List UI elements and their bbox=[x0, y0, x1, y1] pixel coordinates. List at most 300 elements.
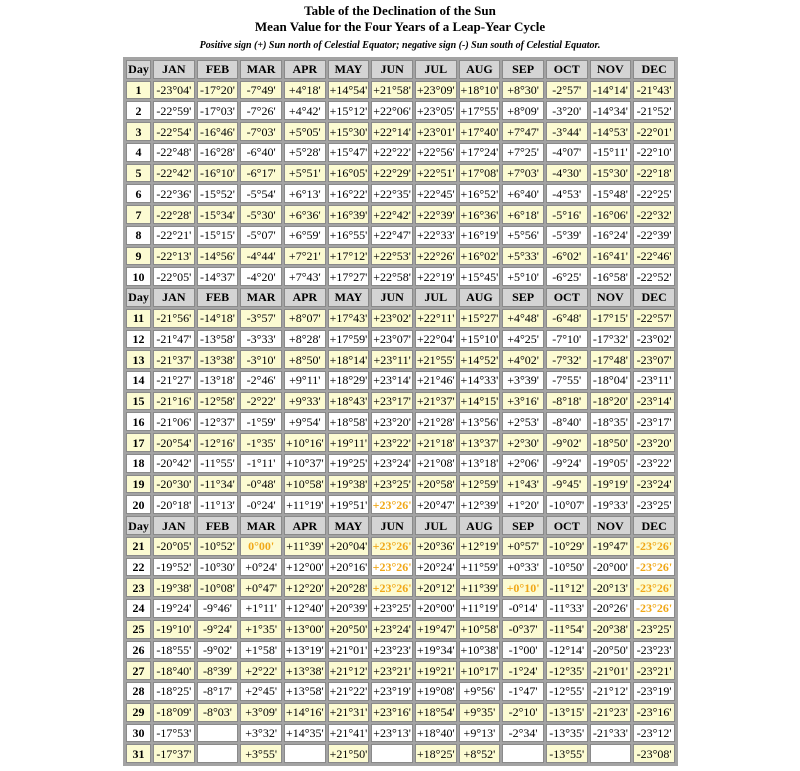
header-month: SEP bbox=[502, 60, 544, 79]
declination-cell: +8°50' bbox=[284, 350, 326, 369]
declination-cell: +14°33' bbox=[459, 371, 501, 390]
declination-cell: +18°10' bbox=[459, 81, 501, 100]
declination-cell: +22°06' bbox=[371, 101, 413, 120]
declination-cell: +9°56' bbox=[459, 682, 501, 701]
declination-cell: +2°06' bbox=[502, 454, 544, 473]
declination-cell: +12°59' bbox=[459, 475, 501, 494]
declination-cell: +16°55' bbox=[328, 226, 370, 245]
declination-cell: -16°10' bbox=[197, 164, 239, 183]
declination-cell: +14°15' bbox=[459, 392, 501, 411]
declination-cell: -23°26' bbox=[633, 558, 675, 577]
declination-cell: -22°21' bbox=[153, 226, 195, 245]
declination-cell: +22°35' bbox=[371, 184, 413, 203]
declination-cell: +23°07' bbox=[371, 330, 413, 349]
declination-cell: -1°59' bbox=[240, 412, 282, 431]
declination-cell: -23°07' bbox=[633, 350, 675, 369]
declination-cell: -23°17' bbox=[633, 412, 675, 431]
declination-cell: -22°59' bbox=[153, 101, 195, 120]
declination-cell: -12°16' bbox=[197, 433, 239, 452]
declination-cell: +8°52' bbox=[459, 744, 501, 763]
declination-cell: +23°17' bbox=[371, 392, 413, 411]
declination-cell: -17°37' bbox=[153, 744, 195, 763]
declination-cell: +23°13' bbox=[371, 724, 413, 743]
declination-cell: +23°26' bbox=[371, 578, 413, 597]
header-row bbox=[126, 516, 675, 535]
table-row bbox=[126, 620, 675, 639]
declination-cell: -16°28' bbox=[197, 143, 239, 162]
declination-cell: -4°44' bbox=[240, 247, 282, 266]
declination-cell: +9°54' bbox=[284, 412, 326, 431]
declination-cell: -13°38' bbox=[197, 350, 239, 369]
declination-cell: +5°51' bbox=[284, 164, 326, 183]
table-row bbox=[126, 599, 675, 618]
declination-cell: -23°08' bbox=[633, 744, 675, 763]
declination-cell: -10°08' bbox=[197, 578, 239, 597]
declination-cell: -23°11' bbox=[633, 371, 675, 390]
declination-cell: -23°23' bbox=[633, 641, 675, 660]
header-month: JUL bbox=[415, 60, 457, 79]
table-row bbox=[126, 703, 675, 722]
declination-cell: +23°24' bbox=[371, 454, 413, 473]
declination-cell: -9°02' bbox=[197, 641, 239, 660]
declination-cell: -3°57' bbox=[240, 309, 282, 328]
declination-cell: -19°47' bbox=[590, 537, 632, 556]
declination-cell: +6°18' bbox=[502, 205, 544, 224]
declination-cell: -21°12' bbox=[590, 682, 632, 701]
declination-cell: -9°24' bbox=[197, 620, 239, 639]
day-cell: 19 bbox=[126, 475, 151, 494]
declination-cell: +3°55' bbox=[240, 744, 282, 763]
declination-cell: +22°58' bbox=[371, 267, 413, 286]
declination-cell: -20°13' bbox=[590, 578, 632, 597]
header-month: FEB bbox=[197, 60, 239, 79]
declination-cell: -23°21' bbox=[633, 661, 675, 680]
header-month: JUN bbox=[371, 60, 413, 79]
declination-cell: +7°03' bbox=[502, 164, 544, 183]
declination-cell: +8°30' bbox=[502, 81, 544, 100]
declination-cell: +13°56' bbox=[459, 412, 501, 431]
day-cell: 27 bbox=[126, 661, 151, 680]
declination-cell: -22°36' bbox=[153, 184, 195, 203]
declination-cell: +20°39' bbox=[328, 599, 370, 618]
declination-cell: -23°26' bbox=[633, 599, 675, 618]
declination-cell: -18°50' bbox=[590, 433, 632, 452]
declination-cell: -2°22' bbox=[240, 392, 282, 411]
declination-cell: +13°37' bbox=[459, 433, 501, 452]
declination-cell: +0°33' bbox=[502, 558, 544, 577]
declination-cell: +13°18' bbox=[459, 454, 501, 473]
table-row bbox=[126, 392, 675, 411]
declination-cell: -17°53' bbox=[153, 724, 195, 743]
declination-cell: -17°15' bbox=[590, 309, 632, 328]
declination-cell: -11°55' bbox=[197, 454, 239, 473]
declination-cell: +22°04' bbox=[415, 330, 457, 349]
declination-cell: +8°09' bbox=[502, 101, 544, 120]
declination-cell: -8°18' bbox=[546, 392, 588, 411]
declination-cell: +10°16' bbox=[284, 433, 326, 452]
table-row bbox=[126, 744, 675, 763]
declination-cell: +7°47' bbox=[502, 122, 544, 141]
declination-cell: +22°53' bbox=[371, 247, 413, 266]
day-cell: 18 bbox=[126, 454, 151, 473]
header-month: AUG bbox=[459, 516, 501, 535]
declination-cell: +5°10' bbox=[502, 267, 544, 286]
declination-cell: -4°30' bbox=[546, 164, 588, 183]
declination-cell: -16°58' bbox=[590, 267, 632, 286]
declination-cell: +21°55' bbox=[415, 350, 457, 369]
declination-cell: -4°53' bbox=[546, 184, 588, 203]
declination-cell: +5°28' bbox=[284, 143, 326, 162]
declination-cell: +23°26' bbox=[371, 537, 413, 556]
header-month: FEB bbox=[197, 288, 239, 307]
declination-cell: +3°16' bbox=[502, 392, 544, 411]
declination-cell: -19°19' bbox=[590, 475, 632, 494]
declination-cell: -7°26' bbox=[240, 101, 282, 120]
declination-cell: -10°50' bbox=[546, 558, 588, 577]
declination-cell: -12°55' bbox=[546, 682, 588, 701]
declination-cell: +22°51' bbox=[415, 164, 457, 183]
declination-cell: -3°10' bbox=[240, 350, 282, 369]
declination-cell: -2°10' bbox=[502, 703, 544, 722]
day-cell: 26 bbox=[126, 641, 151, 660]
declination-cell: -10°29' bbox=[546, 537, 588, 556]
declination-cell: -6°25' bbox=[546, 267, 588, 286]
declination-cell: -15°48' bbox=[590, 184, 632, 203]
declination-table-body bbox=[126, 60, 675, 763]
declination-cell: +14°54' bbox=[328, 81, 370, 100]
declination-cell: +23°23' bbox=[371, 641, 413, 660]
table-row bbox=[126, 143, 675, 162]
declination-cell: +22°19' bbox=[415, 267, 457, 286]
declination-cell: -23°19' bbox=[633, 682, 675, 701]
declination-cell: -3°44' bbox=[546, 122, 588, 141]
declination-cell: -19°38' bbox=[153, 578, 195, 597]
declination-cell: -18°40' bbox=[153, 661, 195, 680]
declination-cell: +16°22' bbox=[328, 184, 370, 203]
declination-cell: -12°35' bbox=[546, 661, 588, 680]
declination-cell: +11°19' bbox=[284, 495, 326, 514]
declination-cell: -22°48' bbox=[153, 143, 195, 162]
header-month: NOV bbox=[590, 288, 632, 307]
declination-cell: -9°24' bbox=[546, 454, 588, 473]
declination-cell: -12°37' bbox=[197, 412, 239, 431]
declination-cell: -22°42' bbox=[153, 164, 195, 183]
declination-cell: +17°55' bbox=[459, 101, 501, 120]
table-row bbox=[126, 164, 675, 183]
header-month: JUN bbox=[371, 516, 413, 535]
declination-cell: +21°18' bbox=[415, 433, 457, 452]
declination-cell: +14°35' bbox=[284, 724, 326, 743]
declination-cell: -2°46' bbox=[240, 371, 282, 390]
declination-cell: -1°24' bbox=[502, 661, 544, 680]
table-row bbox=[126, 724, 675, 743]
declination-cell: -11°34' bbox=[197, 475, 239, 494]
declination-cell: -9°46' bbox=[197, 599, 239, 618]
declination-cell: +18°40' bbox=[415, 724, 457, 743]
declination-cell: -15°52' bbox=[197, 184, 239, 203]
declination-cell: -11°13' bbox=[197, 495, 239, 514]
day-cell: 25 bbox=[126, 620, 151, 639]
declination-cell: -8°40' bbox=[546, 412, 588, 431]
table-row bbox=[126, 205, 675, 224]
declination-cell: -7°49' bbox=[240, 81, 282, 100]
declination-cell: -20°38' bbox=[590, 620, 632, 639]
declination-cell: +4°25' bbox=[502, 330, 544, 349]
declination-cell: +21°41' bbox=[328, 724, 370, 743]
header-month: JAN bbox=[153, 60, 195, 79]
declination-cell: -21°01' bbox=[590, 661, 632, 680]
declination-cell: +3°32' bbox=[240, 724, 282, 743]
declination-cell: +12°00' bbox=[284, 558, 326, 577]
declination-cell: +15°10' bbox=[459, 330, 501, 349]
declination-cell: -21°23' bbox=[590, 703, 632, 722]
declination-cell: +20°16' bbox=[328, 558, 370, 577]
declination-cell: -23°12' bbox=[633, 724, 675, 743]
declination-cell: -23°04' bbox=[153, 81, 195, 100]
day-cell: 17 bbox=[126, 433, 151, 452]
header-month: SEP bbox=[502, 516, 544, 535]
declination-cell: -16°06' bbox=[590, 205, 632, 224]
declination-cell: -20°30' bbox=[153, 475, 195, 494]
declination-cell: +20°12' bbox=[415, 578, 457, 597]
declination-cell: -19°10' bbox=[153, 620, 195, 639]
declination-cell: +9°11' bbox=[284, 371, 326, 390]
declination-cell: +13°19' bbox=[284, 641, 326, 660]
declination-cell: -18°55' bbox=[153, 641, 195, 660]
declination-cell: +1°43' bbox=[502, 475, 544, 494]
declination-cell: +18°14' bbox=[328, 350, 370, 369]
declination-cell: +21°31' bbox=[328, 703, 370, 722]
declination-cell: -21°37' bbox=[153, 350, 195, 369]
declination-cell: +18°25' bbox=[415, 744, 457, 763]
declination-cell: +18°58' bbox=[328, 412, 370, 431]
declination-cell: -20°50' bbox=[590, 641, 632, 660]
declination-cell: +22°26' bbox=[415, 247, 457, 266]
declination-cell: +9°13' bbox=[459, 724, 501, 743]
table-row bbox=[126, 309, 675, 328]
declination-cell: +22°33' bbox=[415, 226, 457, 245]
declination-cell: -20°42' bbox=[153, 454, 195, 473]
declination-cell: -15°30' bbox=[590, 164, 632, 183]
day-cell: 12 bbox=[126, 330, 151, 349]
declination-cell: +4°48' bbox=[502, 309, 544, 328]
declination-cell: +23°16' bbox=[371, 703, 413, 722]
declination-cell: +23°24' bbox=[371, 620, 413, 639]
header-month: APR bbox=[284, 60, 326, 79]
declination-cell: +12°20' bbox=[284, 578, 326, 597]
declination-cell: +11°39' bbox=[459, 578, 501, 597]
declination-cell: -18°04' bbox=[590, 371, 632, 390]
day-cell: 23 bbox=[126, 578, 151, 597]
declination-cell: +20°58' bbox=[415, 475, 457, 494]
day-cell: 16 bbox=[126, 412, 151, 431]
declination-cell: -11°33' bbox=[546, 599, 588, 618]
day-cell: 1 bbox=[126, 81, 151, 100]
header-month: NOV bbox=[590, 516, 632, 535]
declination-cell: -21°33' bbox=[590, 724, 632, 743]
declination-cell: +7°43' bbox=[284, 267, 326, 286]
declination-cell: -1°47' bbox=[502, 682, 544, 701]
declination-cell: +4°18' bbox=[284, 81, 326, 100]
declination-cell: -20°00' bbox=[590, 558, 632, 577]
declination-cell: +3°39' bbox=[502, 371, 544, 390]
declination-cell: +23°11' bbox=[371, 350, 413, 369]
header-month: AUG bbox=[459, 288, 501, 307]
day-cell: 10 bbox=[126, 267, 151, 286]
declination-cell: +5°33' bbox=[502, 247, 544, 266]
declination-cell: -4°07' bbox=[546, 143, 588, 162]
declination-cell: -21°06' bbox=[153, 412, 195, 431]
declination-cell: +10°58' bbox=[284, 475, 326, 494]
declination-cell: -21°27' bbox=[153, 371, 195, 390]
day-cell: 21 bbox=[126, 537, 151, 556]
declination-cell: +13°38' bbox=[284, 661, 326, 680]
declination-cell: +15°27' bbox=[459, 309, 501, 328]
declination-cell: -22°05' bbox=[153, 267, 195, 286]
declination-cell: -17°32' bbox=[590, 330, 632, 349]
table-row bbox=[126, 412, 675, 431]
declination-cell: -13°15' bbox=[546, 703, 588, 722]
day-cell: 5 bbox=[126, 164, 151, 183]
header-month: NOV bbox=[590, 60, 632, 79]
declination-cell: -12°14' bbox=[546, 641, 588, 660]
declination-cell: +23°09' bbox=[415, 81, 457, 100]
day-cell: 9 bbox=[126, 247, 151, 266]
table-row bbox=[126, 495, 675, 514]
declination-cell: +23°21' bbox=[371, 661, 413, 680]
declination-cell: +19°34' bbox=[415, 641, 457, 660]
declination-cell: +20°36' bbox=[415, 537, 457, 556]
declination-cell: +21°50' bbox=[328, 744, 370, 763]
declination-cell: +17°24' bbox=[459, 143, 501, 162]
declination-cell: +22°29' bbox=[371, 164, 413, 183]
declination-cell: -14°18' bbox=[197, 309, 239, 328]
header-month: APR bbox=[284, 288, 326, 307]
table-row bbox=[126, 433, 675, 452]
declination-cell: -11°12' bbox=[546, 578, 588, 597]
declination-cell: -23°20' bbox=[633, 433, 675, 452]
declination-cell: -20°18' bbox=[153, 495, 195, 514]
declination-cell: +13°58' bbox=[284, 682, 326, 701]
declination-cell: +9°35' bbox=[459, 703, 501, 722]
declination-cell: +18°43' bbox=[328, 392, 370, 411]
declination-cell: +23°25' bbox=[371, 599, 413, 618]
declination-cell: -7°10' bbox=[546, 330, 588, 349]
declination-cell: -0°48' bbox=[240, 475, 282, 494]
declination-cell: -8°03' bbox=[197, 703, 239, 722]
header-month: JUL bbox=[415, 288, 457, 307]
declination-cell: +19°38' bbox=[328, 475, 370, 494]
declination-cell: -2°57' bbox=[546, 81, 588, 100]
declination-cell: +23°22' bbox=[371, 433, 413, 452]
declination-cell: -5°07' bbox=[240, 226, 282, 245]
table-row bbox=[126, 226, 675, 245]
day-cell: 8 bbox=[126, 226, 151, 245]
declination-cell: +9°33' bbox=[284, 392, 326, 411]
declination-cell: -21°56' bbox=[153, 309, 195, 328]
declination-cell: -11°54' bbox=[546, 620, 588, 639]
header-month: MAY bbox=[328, 516, 370, 535]
declination-cell: +15°47' bbox=[328, 143, 370, 162]
declination-cell: +10°38' bbox=[459, 641, 501, 660]
header-day: Day bbox=[126, 516, 151, 535]
header-month: DEC bbox=[633, 288, 675, 307]
declination-cell: -9°02' bbox=[546, 433, 588, 452]
declination-cell: +23°02' bbox=[371, 309, 413, 328]
table-row bbox=[126, 558, 675, 577]
table-row bbox=[126, 350, 675, 369]
declination-cell: +16°19' bbox=[459, 226, 501, 245]
declination-cell: -10°52' bbox=[197, 537, 239, 556]
declination-cell: +21°37' bbox=[415, 392, 457, 411]
declination-cell: -8°39' bbox=[197, 661, 239, 680]
declination-cell: -22°32' bbox=[633, 205, 675, 224]
declination-cell: +22°45' bbox=[415, 184, 457, 203]
declination-cell: +16°05' bbox=[328, 164, 370, 183]
declination-cell: -23°16' bbox=[633, 703, 675, 722]
declination-cell: +0°10' bbox=[502, 578, 544, 597]
header-row bbox=[126, 288, 675, 307]
declination-cell: -14°53' bbox=[590, 122, 632, 141]
declination-cell: -20°54' bbox=[153, 433, 195, 452]
declination-cell bbox=[284, 744, 326, 763]
header-month: FEB bbox=[197, 516, 239, 535]
header-day: Day bbox=[126, 288, 151, 307]
header-month: JUL bbox=[415, 516, 457, 535]
declination-cell: -10°07' bbox=[546, 495, 588, 514]
declination-cell: +16°52' bbox=[459, 184, 501, 203]
declination-cell: -22°54' bbox=[153, 122, 195, 141]
declination-cell: -0°37' bbox=[502, 620, 544, 639]
table-row bbox=[126, 184, 675, 203]
declination-cell: +20°50' bbox=[328, 620, 370, 639]
declination-cell: -15°34' bbox=[197, 205, 239, 224]
declination-cell: +21°28' bbox=[415, 412, 457, 431]
declination-cell: +12°39' bbox=[459, 495, 501, 514]
declination-cell: +17°40' bbox=[459, 122, 501, 141]
table-row bbox=[126, 330, 675, 349]
declination-cell: -18°35' bbox=[590, 412, 632, 431]
table-row bbox=[126, 682, 675, 701]
declination-cell bbox=[371, 744, 413, 763]
declination-cell: +21°12' bbox=[328, 661, 370, 680]
declination-cell bbox=[197, 724, 239, 743]
header-month: DEC bbox=[633, 516, 675, 535]
declination-cell: -23°24' bbox=[633, 475, 675, 494]
declination-cell: -2°34' bbox=[502, 724, 544, 743]
declination-cell: +5°05' bbox=[284, 122, 326, 141]
declination-cell: -19°05' bbox=[590, 454, 632, 473]
day-cell: 14 bbox=[126, 371, 151, 390]
declination-cell: -23°14' bbox=[633, 392, 675, 411]
day-cell: 7 bbox=[126, 205, 151, 224]
declination-cell: +17°27' bbox=[328, 267, 370, 286]
declination-cell: +4°42' bbox=[284, 101, 326, 120]
declination-cell: +6°13' bbox=[284, 184, 326, 203]
declination-cell: -17°48' bbox=[590, 350, 632, 369]
declination-cell: -5°30' bbox=[240, 205, 282, 224]
declination-cell: -14°56' bbox=[197, 247, 239, 266]
header-month: JUN bbox=[371, 288, 413, 307]
declination-cell: +23°26' bbox=[371, 558, 413, 577]
declination-cell: -22°10' bbox=[633, 143, 675, 162]
declination-cell: +23°05' bbox=[415, 101, 457, 120]
declination-cell: -15°11' bbox=[590, 143, 632, 162]
table-row bbox=[126, 454, 675, 473]
declination-cell: +6°36' bbox=[284, 205, 326, 224]
declination-cell: +0°47' bbox=[240, 578, 282, 597]
declination-cell: -23°22' bbox=[633, 454, 675, 473]
